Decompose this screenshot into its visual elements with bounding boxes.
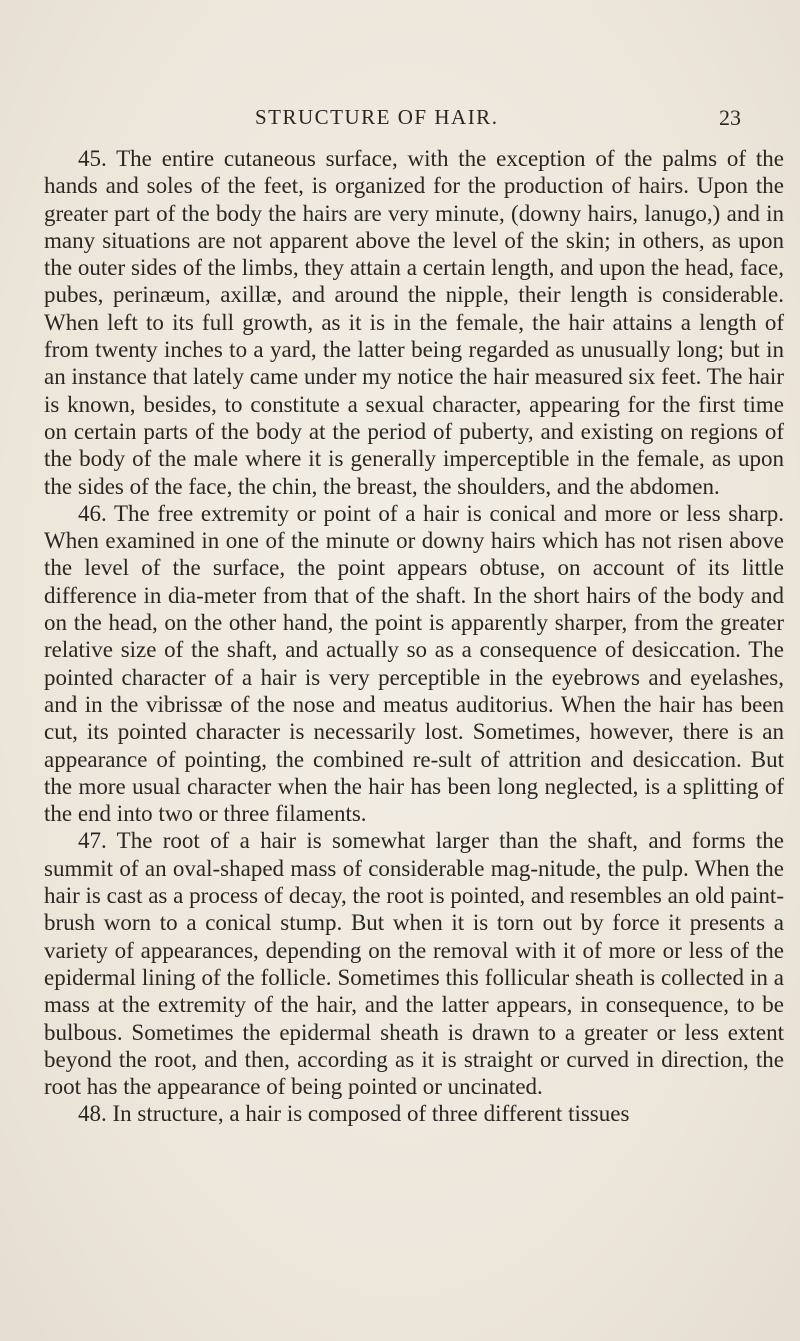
paragraph-46: 46. The free extremity or point of a hair is conical and more or less sharp. When examined in one of the minute or downy hairs which has not risen above the level of the surface, the point appears obtuse, on account of its little difference in dia-meter from that of the shaft. In the short hairs of the body and on the head, on the other hand, the point is apparently sharper, from the greater relative size of the shaft, and actually so as a consequence of desiccation. The pointed character of a hair is very perceptible in the eyebrows and eyelashes, and in the vibrissæ of the nose and meatus auditorius. When the hair has been cut, its pointed character is necessarily lost. Sometimes, however, there is an appearance of pointing, the combined re-sult of attrition and desiccation. But the more usual character when the hair has been long neglected, is a splitting of the end into two or three filaments. [44,500,784,827]
paragraph-47: 47. The root of a hair is somewhat larger than the shaft, and forms the summit of an oval-shaped mass of considerable mag-nitude, the pulp. When the hair is cast as a process of decay, the root is pointed, and resembles an old paint-brush worn to a conical stump. But when it is torn out by force it presents a variety of appearances, depending on the removal with it of more or less of the epidermal lining of the follicle. Sometimes this follicular sheath is collected in a mass at the extremity of the hair, and the latter appears, in consequence, to be bulbous. Sometimes the epidermal sheath is drawn to a greater or less extent beyond the root, and then, according as it is straight or curved in direction, the root has the appearance of being pointed or uncinated. [44,828,784,1100]
running-head [0,105,800,135]
paragraph-48: 48. In structure, a hair is composed of three different tissues [78,1101,630,1127]
paragraph-45: 45. The entire cutaneous surface, with the exception of the palms of the hands and soles of the feet, is organized for the production of hairs. Upon the greater part of the body the hairs are very minute, (downy hairs, lanugo,) and in many situations are not apparent above the level of the skin; in others, as upon the outer sides of the limbs, they attain a certain length, and upon the head, face, pubes, perinæum, axillæ, and around the nipple, their length is considerable. When left to its full growth, as it is in the female, the hair attains a length of from twenty inches to a yard, the latter being regarded as unusually long; but in an instance that lately came under my notice the hair measured six feet. The hair is known, besides, to constitute a sexual character, appearing for the first time on certain parts of the body at the period of puberty, and existing on regions of the body of the male where it is generally imperceptible in the female, as upon the sides of the face, the chin, the breast, the shoulders, and the abdomen. [44,146,784,499]
page-number: 23 [719,105,741,130]
body-text [44,145,784,1128]
running-title: STRUCTURE OF HAIR. [255,105,499,129]
